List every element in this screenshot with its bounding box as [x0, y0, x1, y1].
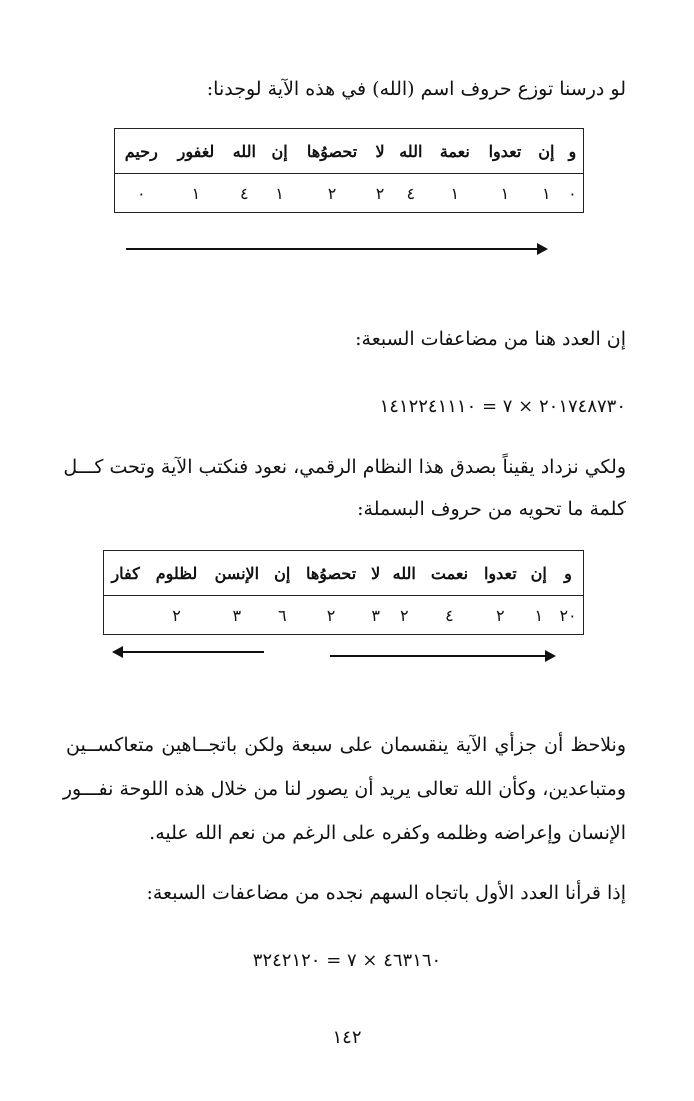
table-word: لغفور	[168, 129, 225, 174]
paragraph-line: ونلاحظ أن جزأي الآية ينقسمان على سبعة ولكن باتجــاهين متعاكســين	[66, 734, 626, 756]
table-number: ١	[275, 183, 284, 203]
table-word: لظلوم	[147, 551, 206, 596]
table-number: ٢٠	[559, 605, 577, 625]
table-number: ٢	[375, 183, 385, 203]
table-number: ٣	[232, 605, 242, 625]
table-number: ١	[500, 183, 510, 203]
paragraph-intro: لو درسنا توزع حروف اسم (الله) في هذه الآية لوجدنا:	[206, 78, 626, 100]
table-word: إن	[268, 551, 297, 596]
table-number: ٤	[445, 605, 454, 625]
table-number: ٣	[371, 605, 380, 625]
arrow-right-icon	[330, 655, 554, 657]
table-word: لا	[369, 129, 391, 174]
table-number: ٠	[568, 183, 577, 203]
paragraph-line: كلمة ما تحويه من حروف البسملة:	[357, 498, 626, 520]
paragraph-arrow-reading: إذا قرأنا العدد الأول باتجاه السهم نجده من مضاعفات السبعة:	[146, 882, 626, 904]
equation-2: ٤٦٣١٦٠ × ٧ = ٣٢٤٢١٢٠	[252, 950, 442, 971]
table-word: الله	[224, 129, 264, 174]
table-word: الله	[386, 551, 423, 596]
table-word: و	[562, 129, 584, 174]
arrow-left-icon	[114, 651, 264, 653]
table-number: ١	[534, 605, 544, 625]
table-words-row	[104, 551, 584, 596]
table-word: كفار	[104, 551, 148, 596]
table-word: تحصوُها	[297, 551, 366, 596]
table-number: ٢	[327, 183, 337, 203]
table-word: إن	[524, 551, 553, 596]
table-number: ١	[542, 183, 551, 203]
table-number: ٤	[406, 183, 416, 203]
letter-distribution-table-1	[114, 128, 584, 213]
table-word: نعمة	[431, 129, 479, 174]
table-word: الإنسن	[206, 551, 268, 596]
table-word: و	[553, 551, 583, 596]
table-word: تحصوُها	[295, 129, 369, 174]
table-number: ١	[450, 183, 460, 203]
table-word: إن	[264, 129, 295, 174]
paragraph-line: ومتباعدين، وكأن الله تعالى يريد أن يصور لنا من خلال هذه اللوحة نفـــور	[62, 778, 626, 800]
table-number-empty	[104, 596, 148, 635]
table-word: تعدوا	[479, 129, 531, 174]
table-number: ٢	[172, 605, 181, 625]
table-word: إن	[531, 129, 562, 174]
table-word: الله	[391, 129, 431, 174]
table-number: ٢	[496, 605, 505, 625]
table-number: ١	[191, 183, 201, 203]
table-number: ٠	[136, 183, 146, 203]
table-word: تعدوا	[476, 551, 524, 596]
table-words-row	[115, 129, 584, 174]
paragraph-line: الإنسان وإعراضه وظلمه وكفره على الرغم من نعم الله عليه.	[149, 822, 626, 844]
table-number: ٦	[277, 605, 287, 625]
table-number: ٢	[399, 605, 409, 625]
table-numbers-row	[104, 596, 584, 635]
arrow-right-icon	[126, 248, 546, 250]
page-number: ١٤٢	[332, 1027, 362, 1048]
table-number: ٤	[239, 183, 249, 203]
table-word: رحيم	[115, 129, 168, 174]
paragraph-multiples: إن العدد هنا من مضاعفات السبعة:	[355, 328, 626, 350]
table-numbers-row	[115, 174, 584, 213]
table-word: لا	[366, 551, 386, 596]
table-number: ٢	[326, 605, 336, 625]
equation-1: ٢٠١٧٤٨٧٣٠ × ٧ = ١٤١٢٢٤١١١٠	[379, 396, 626, 417]
table-word: نعمت	[423, 551, 476, 596]
paragraph-line: ولكي نزداد يقيناً بصدق هذا النظام الرقمي، نعود فنكتب الآية وتحت كـــل	[63, 456, 626, 478]
letter-distribution-table-2	[103, 550, 584, 635]
